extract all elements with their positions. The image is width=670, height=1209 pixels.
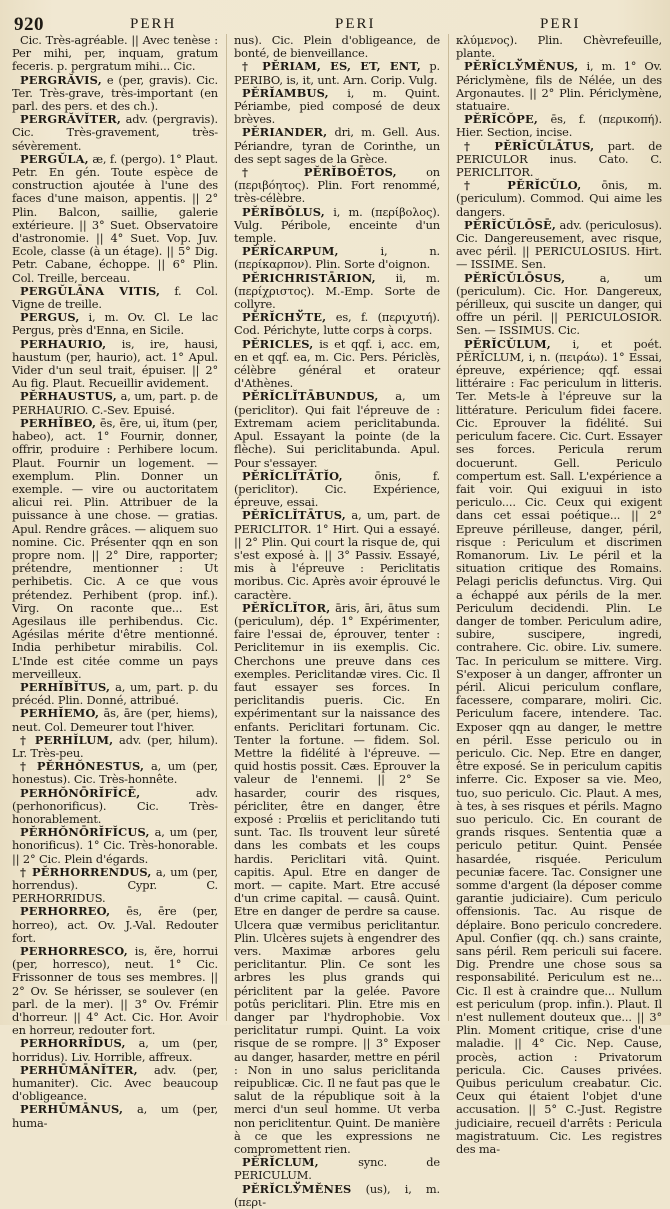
entry-definition: a, um (periclitor). Qui fait l'épreuve de : Extremam aciem periclitabunda. Apul. Essayant la pointe (de la flèche). Sui periclitabunda. Apul. Pour s'essayer.	[234, 389, 440, 470]
entry-definition: ēs, ēre (per, horreo), act. Ov. J.-Val. Redouter fort.	[12, 904, 218, 945]
dictionary-entry	[234, 206, 440, 246]
entry-definition: a, um, part. de PERICLITOR. 1° Hirt. Qui a essayé. || 2° Plin. Qui court la risque de, qui s'est exposé à. || 3° Passiv. Essayé, mis à l'épreuve : Periclitatis moribus. Cic. Après avoir éprouvé le caractère.	[234, 508, 440, 602]
entry-headword: PERGRĂVĬTER,	[20, 112, 122, 127]
entry-definition: es, f. (περιχυτή). Cod. Périchyte, lutte corps à corps.	[234, 310, 440, 338]
entry-definition: i, m. Ov. Cl. Le lac Pergus, près d'Enna, en Sicile.	[12, 310, 218, 338]
entry-definition: i, et poét. PĔRĬCLUM, i, n. (πειράω). 1° Essai, épreuve, expérience; qqf. essai littéraire : Fac periculum in litteris. Ter. Mets-le à l'épreuve sur la littérature. Periculum fidei facere. Cic. Eprouver la fidélité. Sui periculum facere. Cic. Curt. Essayer ses forces. Pericula rerum docuerunt. Gell. Periculo compertum est. Sall. L'expérience a fait voir. Qui exiguui in isto periculo.... Cic. Ceux qui exigent dans cet essai poétique... || 2° Epreuve périlleuse, danger, péril, risque : Periculum et discrimen Romanorum. Liv. Le péril et la situation critique des Romains. Pelagi periclis defunctus. Virg. Qui a échappé aux périls de la mer. Periculum decidendi. Plin. Le danger de tomber. Periculum adire, subire, suscipere, ingredi, contrahere. Cic. obire. Liv. sumere. Tac. In periculum se mittere. Virg. S'exposer à un danger, affronter un péril. Alicui periculum conflare, facessere, comparare, moliri. Cic. Periculum facere, intendere. Tac. Exposer qqn au danger, le mettre en péril. Esse periculo ou in periculo. Cic. Nep. Etre en danger, être exposé. Se in periculum capitis inferre. Cic. Exposer sa vie. Meo, tuo, suo periculo. Cic. Plaut. A mes, à tes, à ses risques et périls. Magno suo periculo. Cic. En courant de grands risques. Sententia quæ a periculo petitur. Quint. Pensée hasardée, risquée. Periculum pecuniæ facere. Tac. Consigner une somme d'argent (la déposer comme garantie judiciaire). Cum periculo offensionis. Tac. Au risque de déplaire. Bono periculo concredere. Apul. Confier (qq. ch.) sans crainte, sans péril. Rem periculi sui facere. Dig. Prendre une chose sous sa responsabilité. Periculum est ne... Cic. Il est à craindre que... Nullum est periculum (prop. infin.). Plaut. Il n'est nullement douteux que... || 3° Plin. Moment critique, crise d'une maladie. || 4° Cic. Nep. Cause, procès, action : Privatorum pericula. Cic. Causes privées. Quibus periculum creabatur. Cic. Ceux qui étaient l'objet d'une accusation. || 5° C.-Just. Registre judiciaire, recueil d'arrêts : Pericula magistratuum. Cic. Les registres des ma-	[456, 336, 662, 1157]
dictionary-entry	[12, 1103, 218, 1129]
entry-definition: adv. (pergravis). Cic. Très-gravement, très-sévèrement.	[12, 112, 218, 153]
entry-definition: adv. (per, humaniter). Cic. Avec beaucoup d'obligeance.	[12, 1062, 218, 1104]
dictionary-entry	[234, 87, 440, 127]
dictionary-entry	[12, 866, 218, 906]
dictionary-entry	[12, 945, 218, 1037]
entry-definition: āris, āri, ātus sum (periculum), dép. 1° Expérimenter, faire l'essai de, éprouver, tenter : Periclitemur in iis exemplis. Cic. Cherchons une preuve dans ces exemples. Periclitandæ vires. Cic. Il faut essayer ses forces. In periclitandis pueris. Cic. En expérimentant sur la naissance des enfants. Periclitari fortunam. Cic. Tenter la fortune. — fidem. Sol. Mettre la fidélité à l'épreuve. — quid hostis possit. Cæs. Eprouver la valeur de l'ennemi. || 2° Se hasarder, courir des risques, péricliter, être en danger, être exposé : Prœliis et periclitando tuti sunt. Tac. Ils trouvent leur sûreté dans les combats et les coups hardis. Periclitari vitâ. Quint. capitis. Apul. Etre en danger de mort. — capite. Mart. Etre accusé d'un crime capital. — causâ. Quint. Etre en danger de perdre sa cause. Ulcera quæ vermibus periclitantur. Plin. Ulcères sujets à engendrer des vers. Maximæ arbores gelu periclitantur. Plin. Ce sont les arbres les plus grands qui périclitent par la gelée. Pavore potûs periclitari. Plin. Etre mis en danger par l'hydrophobie. Vox periclitatur rumpi. Quint. La voix risque de se rompre. || 3° Exposer au danger, hasarder, mettre en péril : Non in uno salus periclitanda reipublicæ. Cic. Il ne faut pas que le salut de la république soit à la merci d'un seul homme. Ut verba non periclitentur. Quint. De manière à ce que les expressions ne compromettent rien.	[234, 600, 440, 1157]
dictionary-entry	[12, 681, 218, 707]
columns	[12, 33, 662, 1209]
entry-definition: a, um (per, horridus). Liv. Horrible, affreux.	[12, 1036, 218, 1064]
entry-definition: ās, āre (per, hiems), neut. Col. Demeurer tout l'hiver.	[12, 706, 218, 734]
dictionary-entry	[234, 602, 440, 1157]
column-2	[226, 33, 440, 1209]
entry-headword: PĔRĬCLĬTOR,	[242, 600, 331, 615]
dictionary-entry	[12, 1064, 218, 1104]
entry-headword: PĔRIANDER,	[242, 125, 328, 140]
entry-definition: dri, m. Gell. Aus. Périandre, tyran de Corinthe, un des sept sages de la Grèce.	[234, 125, 440, 166]
entry-definition: adv. (perhonorificus). Cic. Très-honorablement.	[12, 785, 218, 826]
entry-definition: a, um (per, horrendus). Cypr. C. PERHORRIDUS.	[12, 864, 218, 906]
dictionary-entry	[456, 179, 662, 219]
entry-headword: PERHORRĬDUS,	[20, 1036, 126, 1051]
entry-headword: PERGŬLA,	[20, 151, 89, 166]
entry-definition: i, n. (περίκαρπον). Plin. Sorte d'oignon.	[234, 244, 440, 272]
entry-headword: PĔRĬCŬLUM,	[464, 336, 551, 351]
entry-definition: æ, f. (pergo). 1° Plaut. Petr. En gén. Toute espèce de construction ajoutée à l'une des faces d'une maison, appentis. || 2° Plin. Balcon, saillie, galerie extérieure. || 3° Suet. Observatoire d'astronomie. || 4° Suet. Vop. Juv. Ecole, classe (à un étage). || 5° Dig. Petr. Cabane, échoppe. || 6° Plin. Col. Treille, berceau.	[12, 151, 218, 285]
dictionary-entry	[12, 153, 218, 285]
entry-definition: is, ire, hausi, haustum (per, haurio), act. 1° Apul. Vider d'un seul trait, épuiser. || 2° Au fig. Plaut. Recueillir avidement.	[12, 336, 218, 391]
entry-headword: PĔRICHRISTĀRION,	[242, 270, 376, 285]
dictionary-entry	[12, 417, 218, 681]
entry-definition: ēs, ēre, ui, ĭtum (per, habeo), act. 1° Fournir, donner, offrir, produire : Perhibere locum. Plaut. Fournir un logement. — exemplum. Plin. Donner un exemple. — vire ou auctoritatem alicui rei. Plin. Attribuer de la puissance à une chose. — gratias. Apul. Rendre grâces. — aliquem suo nomine. Cic. Présenter qqn en son propre nom. || 2° Dire, rapporter; prétendre, mentionner : Ut perhibetis. Cic. A ce que vous prétendez. Perhibent (prop. inf.). Virg. On raconte que... Est Agesilaus ille perhibendus. Cic. Agésilas mérite d'être mentionné. India perhibetur mirabilis. Col. L'Inde est citée comme un pays merveilleux.	[12, 415, 218, 681]
dictionary-entry	[12, 34, 218, 74]
dictionary-entry	[234, 272, 440, 312]
dictionary-entry	[234, 338, 440, 391]
dictionary-entry	[234, 1156, 440, 1182]
dictionary-entry	[234, 390, 440, 469]
entry-definition: i, m. Quint. Périambe, pied composé de deux brèves.	[234, 85, 440, 127]
entry-definition: a, um (per, honorificus). 1° Cic. Très-honorable. || 2° Cic. Plein d'égards.	[12, 825, 218, 866]
entry-definition: a, um (per, huma-	[12, 1102, 218, 1130]
entry-definition: (us), i, m. (περι-	[234, 1181, 440, 1209]
entry-headword: PERHĬBĬTUS,	[20, 679, 111, 694]
dictionary-entry	[456, 140, 662, 180]
entry-headword: PERHAURIO,	[20, 336, 107, 351]
entry-headword: PĔRHŎNŌRĬFĬCUS,	[20, 825, 150, 840]
dictionary-entry	[456, 60, 662, 113]
entry-definition: on (περιβόητος). Plin. Fort renommé, très-célèbre.	[234, 165, 440, 206]
dictionary-entry	[456, 113, 662, 139]
dictionary-entry	[12, 734, 218, 760]
column-1	[12, 33, 218, 1130]
dictionary-entry	[12, 74, 218, 114]
entry-headword: PĔRĬCŬLŌSĒ,	[464, 217, 557, 232]
entry-headword: † PĔRHŎNESTUS,	[20, 759, 145, 774]
dictionary-entry	[12, 113, 218, 153]
entry-headword: PERGŬLĀNA VITIS,	[20, 283, 161, 298]
column-3	[448, 33, 662, 1157]
dictionary-entry	[234, 1183, 440, 1209]
entry-definition: κλύμενος). Plin. Chèvrefeuille, plante.	[456, 33, 662, 61]
entry-definition: adv. (per, hilum). Lr. Très-peu.	[12, 732, 218, 760]
dictionary-entry	[456, 219, 662, 272]
entry-headword: PĔRĬBŎLUS,	[242, 204, 325, 219]
dictionary-entry	[234, 470, 440, 510]
entry-headword: PERHĬBEO,	[20, 415, 97, 430]
entry-headword: PĔRĬCLĬTĀTUS,	[242, 508, 346, 523]
dictionary-entry	[12, 707, 218, 733]
dictionary-entry	[456, 338, 662, 1157]
dictionary-entry	[12, 826, 218, 866]
dictionary-entry	[12, 787, 218, 827]
entry-headword: PĔRĬAMBUS,	[242, 85, 329, 100]
dictionary-entry	[234, 126, 440, 166]
entry-headword: PĔRĬCLĬTĀTĬO,	[242, 468, 343, 483]
entry-headword: PĔRICLES,	[242, 336, 314, 351]
entry-definition: e (per, gravis). Cic. Ter. Très-grave, très-important (en parl. des pers. et des ch.).	[12, 72, 218, 114]
entry-headword: PERHŪMĀNUS,	[20, 1102, 124, 1117]
dictionary-entry	[234, 34, 440, 60]
entry-definition: is et qqf. i, acc. em, en et qqf. ea, m. Cic. Pers. Périclès, célèbre général et orateur d'Athènes.	[234, 336, 440, 391]
entry-definition: p. PERIBO, is, it, unt. Arn. Corip. Vulg.	[234, 59, 440, 87]
entry-headword: PĔRĬCLЎMĔNUS,	[464, 59, 579, 74]
entry-headword: † PĔRIAM, ES, ET, ENT,	[242, 59, 421, 74]
dictionary-entry	[12, 390, 218, 416]
dictionary-entry	[234, 166, 440, 206]
dictionary-entry	[456, 272, 662, 338]
entry-definition: ōnis, f. (periclitor). Cic. Expérience, épreuve, essai.	[234, 468, 440, 510]
entry-definition: nus). Cic. Plein d'obligeance, de bonté, de bienveillance.	[234, 33, 440, 61]
entry-definition: f. Col. Vigne de treille.	[12, 283, 218, 312]
entry-headword: PĔRĬCLЎMĔNES	[242, 1181, 352, 1196]
entry-headword: PĔRHAUSTUS,	[20, 389, 117, 404]
dictionary-entry	[12, 338, 218, 391]
entry-headword: PERHĬEMO,	[20, 706, 100, 721]
running-head-left: PERH	[130, 16, 177, 32]
entry-headword: † PĔRĬCŬLO,	[464, 178, 582, 193]
entry-definition: ēs, f. (περικοπή). Hier. Section, incise.	[456, 112, 662, 140]
entry-headword: PĔRĬCŬLŌSUS,	[464, 270, 566, 285]
dictionary-entry	[12, 311, 218, 337]
entry-headword: PĔRĬCARPUM,	[242, 244, 339, 259]
entry-definition: ii, m. (περίχριστος). M.-Emp. Sorte de collyre.	[234, 270, 440, 312]
entry-headword: PERGRĂVIS,	[20, 72, 102, 87]
running-head-center: PERI	[335, 16, 376, 32]
dictionary-entry	[234, 60, 440, 86]
entry-headword: PĔRĬCLĬTĀBUNDUS,	[242, 389, 379, 404]
entry-definition: i, m. (περίβολος). Vulg. Péribole, enceinte d'un temple.	[234, 204, 440, 246]
entry-definition: i, m. 1° Ov. Périclymène, fils de Nélée, un des Argonautes. || 2° Plin. Périclymène, statuaire.	[456, 59, 662, 114]
entry-definition: is, ĕre, horrui (per, horresco), neut. 1° Cic. Frissonner de tous ses membres. || 2° Ov. Se hérisser, se soulever (en parl. de la mer). || 3° Ov. Frémir d'horreur. || 4° Act. Cic. Hor. Avoir en horreur, redouter fort.	[12, 944, 218, 1038]
entry-headword: † PĔRĬCŬLĀTUS,	[464, 138, 595, 153]
dictionary-entry	[234, 245, 440, 271]
entry-headword: PERHŪMĀNĬTER,	[20, 1062, 138, 1077]
running-head-right: PERI	[540, 16, 581, 32]
entry-definition: ōnis, m. (periculum). Commod. Qui aime les dangers.	[456, 178, 662, 219]
entry-definition: a, um, part. p. du précéd. Plin. Donné, attribué.	[12, 679, 218, 708]
entry-headword: PERHŎNŌRĬFĬCĒ,	[20, 785, 141, 800]
entry-definition: a, um, part. p. de PERHAURIO. C.-Sev. Epuisé.	[12, 389, 218, 417]
dictionary-entry	[12, 760, 218, 786]
entry-headword: † PERHĬLUM,	[20, 732, 114, 747]
entry-headword: PERGUS,	[20, 310, 80, 325]
entry-definition: a, um (per, honestus). Cic. Très-honnête.	[12, 759, 218, 787]
dictionary-entry	[12, 905, 218, 945]
dictionary-entry	[12, 285, 218, 311]
entry-headword: PERHORRESCO,	[20, 944, 128, 959]
dictionary-entry	[234, 311, 440, 337]
entry-headword: PERHORREO,	[20, 904, 111, 919]
entry-headword: PĔRĬCLUM,	[242, 1155, 319, 1170]
entry-headword: † PĔRHORRENDUS,	[20, 864, 152, 879]
entry-headword: PĔRĬCŎPE,	[464, 112, 539, 127]
page-number: 920	[14, 14, 44, 35]
entry-headword: PĔRĬCHЎTE,	[242, 310, 327, 325]
dictionary-entry	[456, 34, 662, 60]
page-header	[12, 0, 660, 34]
entry-definition: a, um (periculum). Cic. Hor. Dangereux, périlleux, qui suscite un danger, qui offre un péril. || PERICULOSIOR. Sen. — ISSIMUS. Cic.	[456, 270, 662, 338]
entry-definition: sync. de PERICULUM.	[234, 1155, 440, 1183]
dictionary-entry	[12, 1037, 218, 1063]
dictionary-entry	[234, 509, 440, 601]
entry-definition: adv. (periculosus). Cic. Dangereusement, avec risque, avec péril. || PERICULOSIUS. Hirt. — ISSIME. Sen.	[456, 217, 662, 272]
entry-definition: part. de PERICULOR inus. Cato. C. PERICLITOR.	[456, 138, 662, 180]
entry-headword: † PĔRĬBOĒTOS,	[242, 165, 397, 180]
entry-definition: Cic. Très-agréable. || Avec tenèse : Per mihi, per, inquam, gratum feceris. p. pergratum mihi... Cic.	[12, 33, 218, 74]
